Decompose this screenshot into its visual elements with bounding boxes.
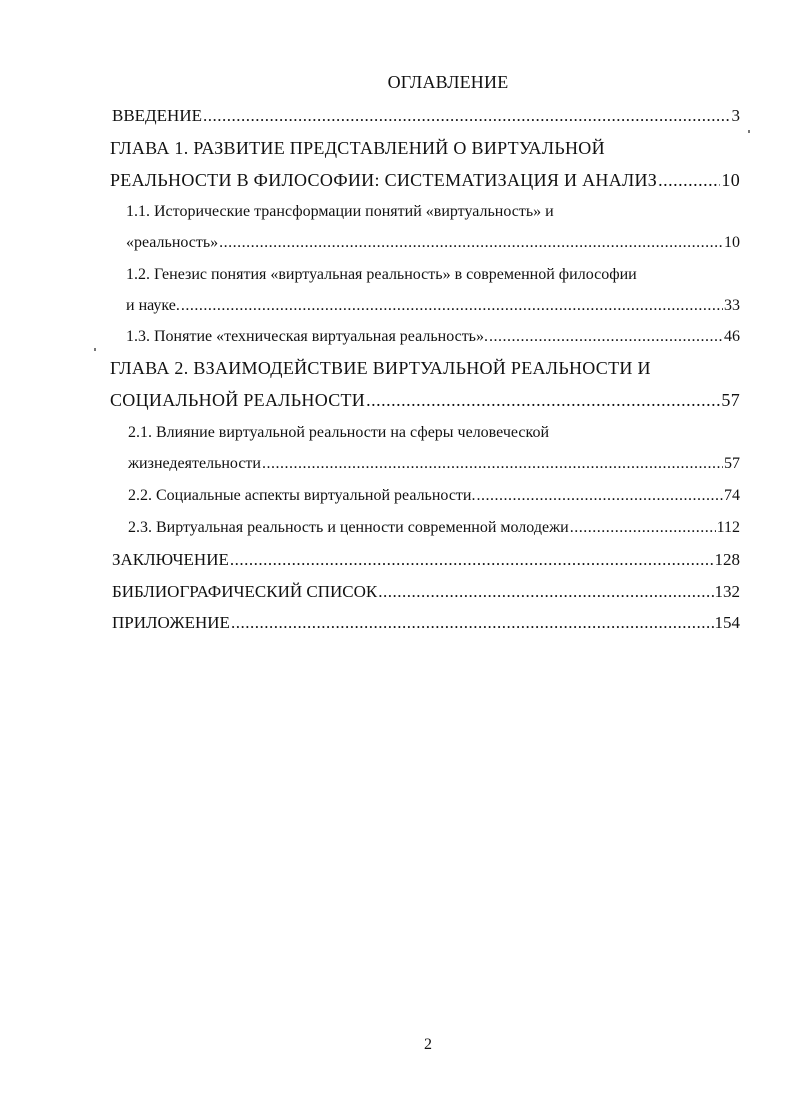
toc-page-number: 33	[724, 297, 740, 314]
toc-page-number: 57	[721, 390, 740, 410]
toc-entry-s1-2[interactable]	[126, 297, 740, 315]
toc-entry-label: РЕАЛЬНОСТИ В ФИЛОСОФИИ: СИСТЕМАТИЗАЦИЯ И АНАЛИЗ	[110, 170, 658, 190]
leader-dots	[230, 550, 714, 570]
page-number: 2	[424, 1036, 432, 1053]
toc-entry-label: БИБЛИОГРАФИЧЕСКИЙ СПИСОК	[112, 582, 378, 601]
toc-entry-label: ВВЕДЕНИЕ	[112, 106, 202, 125]
leader-dots	[489, 328, 723, 346]
toc-entry-s2-2[interactable]	[128, 487, 740, 505]
scan-speck	[94, 348, 96, 351]
toc-entry-chapter2[interactable]	[110, 390, 740, 411]
toc-entry-intro[interactable]	[112, 106, 740, 126]
toc-entry-s1-3[interactable]	[126, 328, 740, 346]
toc-entry-chapter1[interactable]	[110, 170, 740, 191]
leader-dots	[378, 582, 713, 602]
toc-page-number: 57	[724, 455, 740, 472]
leader-dots	[262, 455, 723, 473]
toc-page-number: 3	[731, 106, 740, 125]
toc-entry-appendix[interactable]	[112, 613, 740, 633]
toc-entry-conclusion[interactable]	[112, 550, 740, 570]
toc-page-number: 46	[724, 328, 740, 345]
toc-page-number: 10	[721, 170, 740, 190]
leader-dots	[366, 390, 720, 411]
toc-entry-label: 1.3. Понятие «техническая виртуальная реальность».	[126, 328, 488, 345]
toc-entry-label: СОЦИАЛЬНОЙ РЕАЛЬНОСТИ	[110, 390, 366, 410]
leader-dots	[476, 487, 723, 505]
toc-page-number: 154	[714, 613, 740, 632]
toc-entry-s1-2-line1[interactable]: 1.2. Генезис понятия «виртуальная реальность» в современной философии	[126, 266, 637, 283]
toc-entry-chapter2-line1[interactable]: ГЛАВА 2. ВЗАИМОДЕЙСТВИЕ ВИРТУАЛЬНОЙ РЕАЛЬНОСТИ И	[110, 358, 651, 378]
leader-dots	[219, 234, 723, 252]
toc-entry-chapter1-line1[interactable]: ГЛАВА 1. РАЗВИТИЕ ПРЕДСТАВЛЕНИЙ О ВИРТУАЛЬНОЙ	[110, 138, 605, 158]
toc-page-number: 128	[714, 550, 740, 569]
toc-entry-bibliography[interactable]	[112, 582, 740, 602]
toc-entry-label: «реальность»	[126, 234, 219, 251]
toc-entry-label: и науке.	[126, 297, 180, 314]
scan-speck	[748, 130, 750, 133]
leader-dots	[231, 613, 714, 633]
toc-entry-label: жизнедеятельности	[128, 455, 261, 472]
toc-page-number: 74	[724, 487, 740, 504]
leader-dots	[203, 106, 731, 126]
toc-entry-s1-1[interactable]	[126, 234, 740, 252]
toc-entry-s2-1-line1[interactable]: 2.1. Влияние виртуальной реальности на сферы человеческой	[128, 424, 550, 441]
toc-entry-s2-1[interactable]	[128, 455, 740, 473]
toc-entry-s2-3[interactable]	[128, 519, 740, 537]
leader-dots	[658, 170, 720, 191]
toc-page-number: 112	[716, 519, 740, 536]
toc-entry-label: 2.3. Виртуальная реальность и ценности современной молодежи	[128, 519, 569, 536]
toc-entry-label: ПРИЛОЖЕНИЕ	[112, 613, 230, 632]
toc-entry-s1-1-line1[interactable]: 1.1. Исторические трансформации понятий «виртуальность» и	[126, 203, 554, 220]
leader-dots	[181, 297, 723, 315]
leader-dots	[570, 519, 716, 537]
toc-page-number: 132	[714, 582, 740, 601]
toc-entry-label: ЗАКЛЮЧЕНИЕ	[112, 550, 229, 569]
toc-entry-label: 2.2. Социальные аспекты виртуальной реальности.	[128, 487, 476, 504]
toc-title: ОГЛАВЛЕНИЕ	[387, 72, 509, 92]
toc-page-number: 10	[724, 234, 740, 251]
